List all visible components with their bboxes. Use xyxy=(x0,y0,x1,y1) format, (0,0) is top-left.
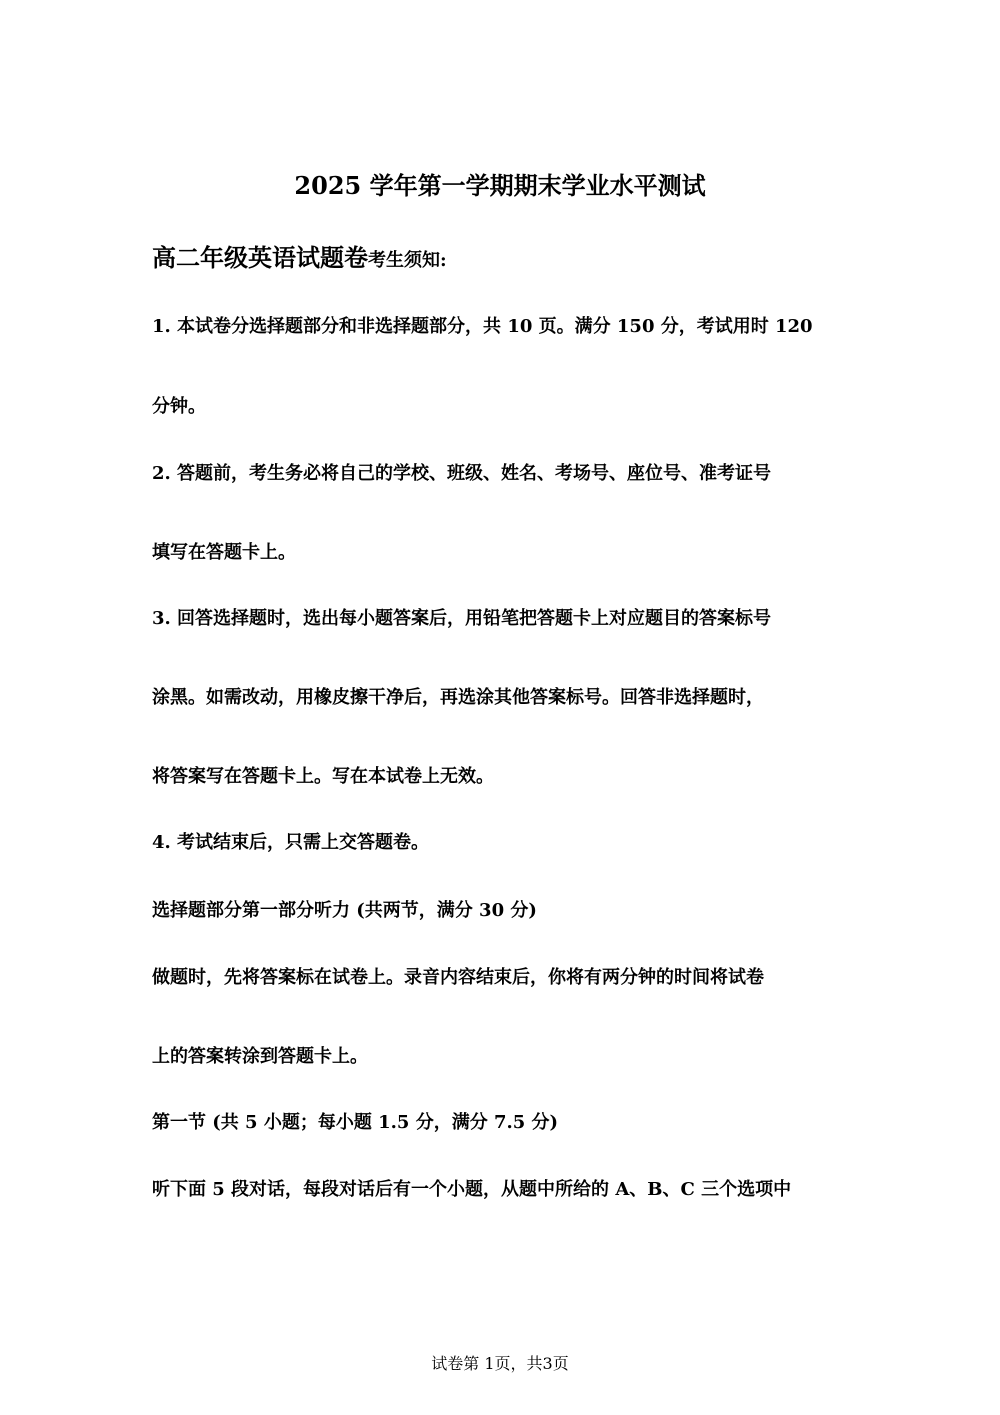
exam-subtitle: 高二年级英语试题卷 xyxy=(152,243,368,272)
notice-line-2-cont: 填写在答题卡上。 xyxy=(152,542,296,563)
notice-line-3-cont-b: 将答案写在答题卡上。写在本试卷上无效。 xyxy=(152,766,494,787)
notice-line-1: 1. 本试卷分选择题部分和非选择题部分，共 10 页。满分 150 分，考试用时 120 xyxy=(152,316,813,337)
section-one-heading: 第一节 (共 5 小题；每小题 1.5 分，满分 7.5 分) xyxy=(152,1112,559,1133)
notice-line-3-cont-a: 涂黑。如需改动，用橡皮擦干净后，再选涂其他答案标号。回答非选择题时， xyxy=(152,687,764,708)
notice-line-1-cont: 分钟。 xyxy=(152,396,206,417)
subtitle-row xyxy=(152,240,447,279)
section-heading-listening: 选择题部分第一部分听力 (共两节，满分 30 分) xyxy=(152,900,537,921)
notice-line-3: 3. 回答选择题时，选出每小题答案后，用铅笔把答题卡上对应题目的答案标号 xyxy=(152,608,772,629)
listening-instruction-line-1: 做题时，先将答案标在试卷上。录音内容结束后，你将有两分钟的时间将试卷 xyxy=(152,967,764,988)
listening-instruction-line-2: 上的答案转涂到答题卡上。 xyxy=(152,1046,368,1067)
section-one-instruction: 听下面 5 段对话，每段对话后有一个小题，从题中所给的 A、B、C 三个选项中 xyxy=(152,1179,792,1200)
notice-line-2: 2. 答题前，考生务必将自己的学校、班级、姓名、考场号、座位号、准考证号 xyxy=(152,463,772,484)
exam-title: 2025 学年第一学期期末学业水平测试 xyxy=(294,171,706,200)
page-footer: 试卷第 1页，共3页 xyxy=(431,1354,569,1373)
candidate-notice-heading: 考生须知: xyxy=(368,250,447,271)
notice-line-4: 4. 考试结束后，只需上交答题卷。 xyxy=(152,832,430,853)
